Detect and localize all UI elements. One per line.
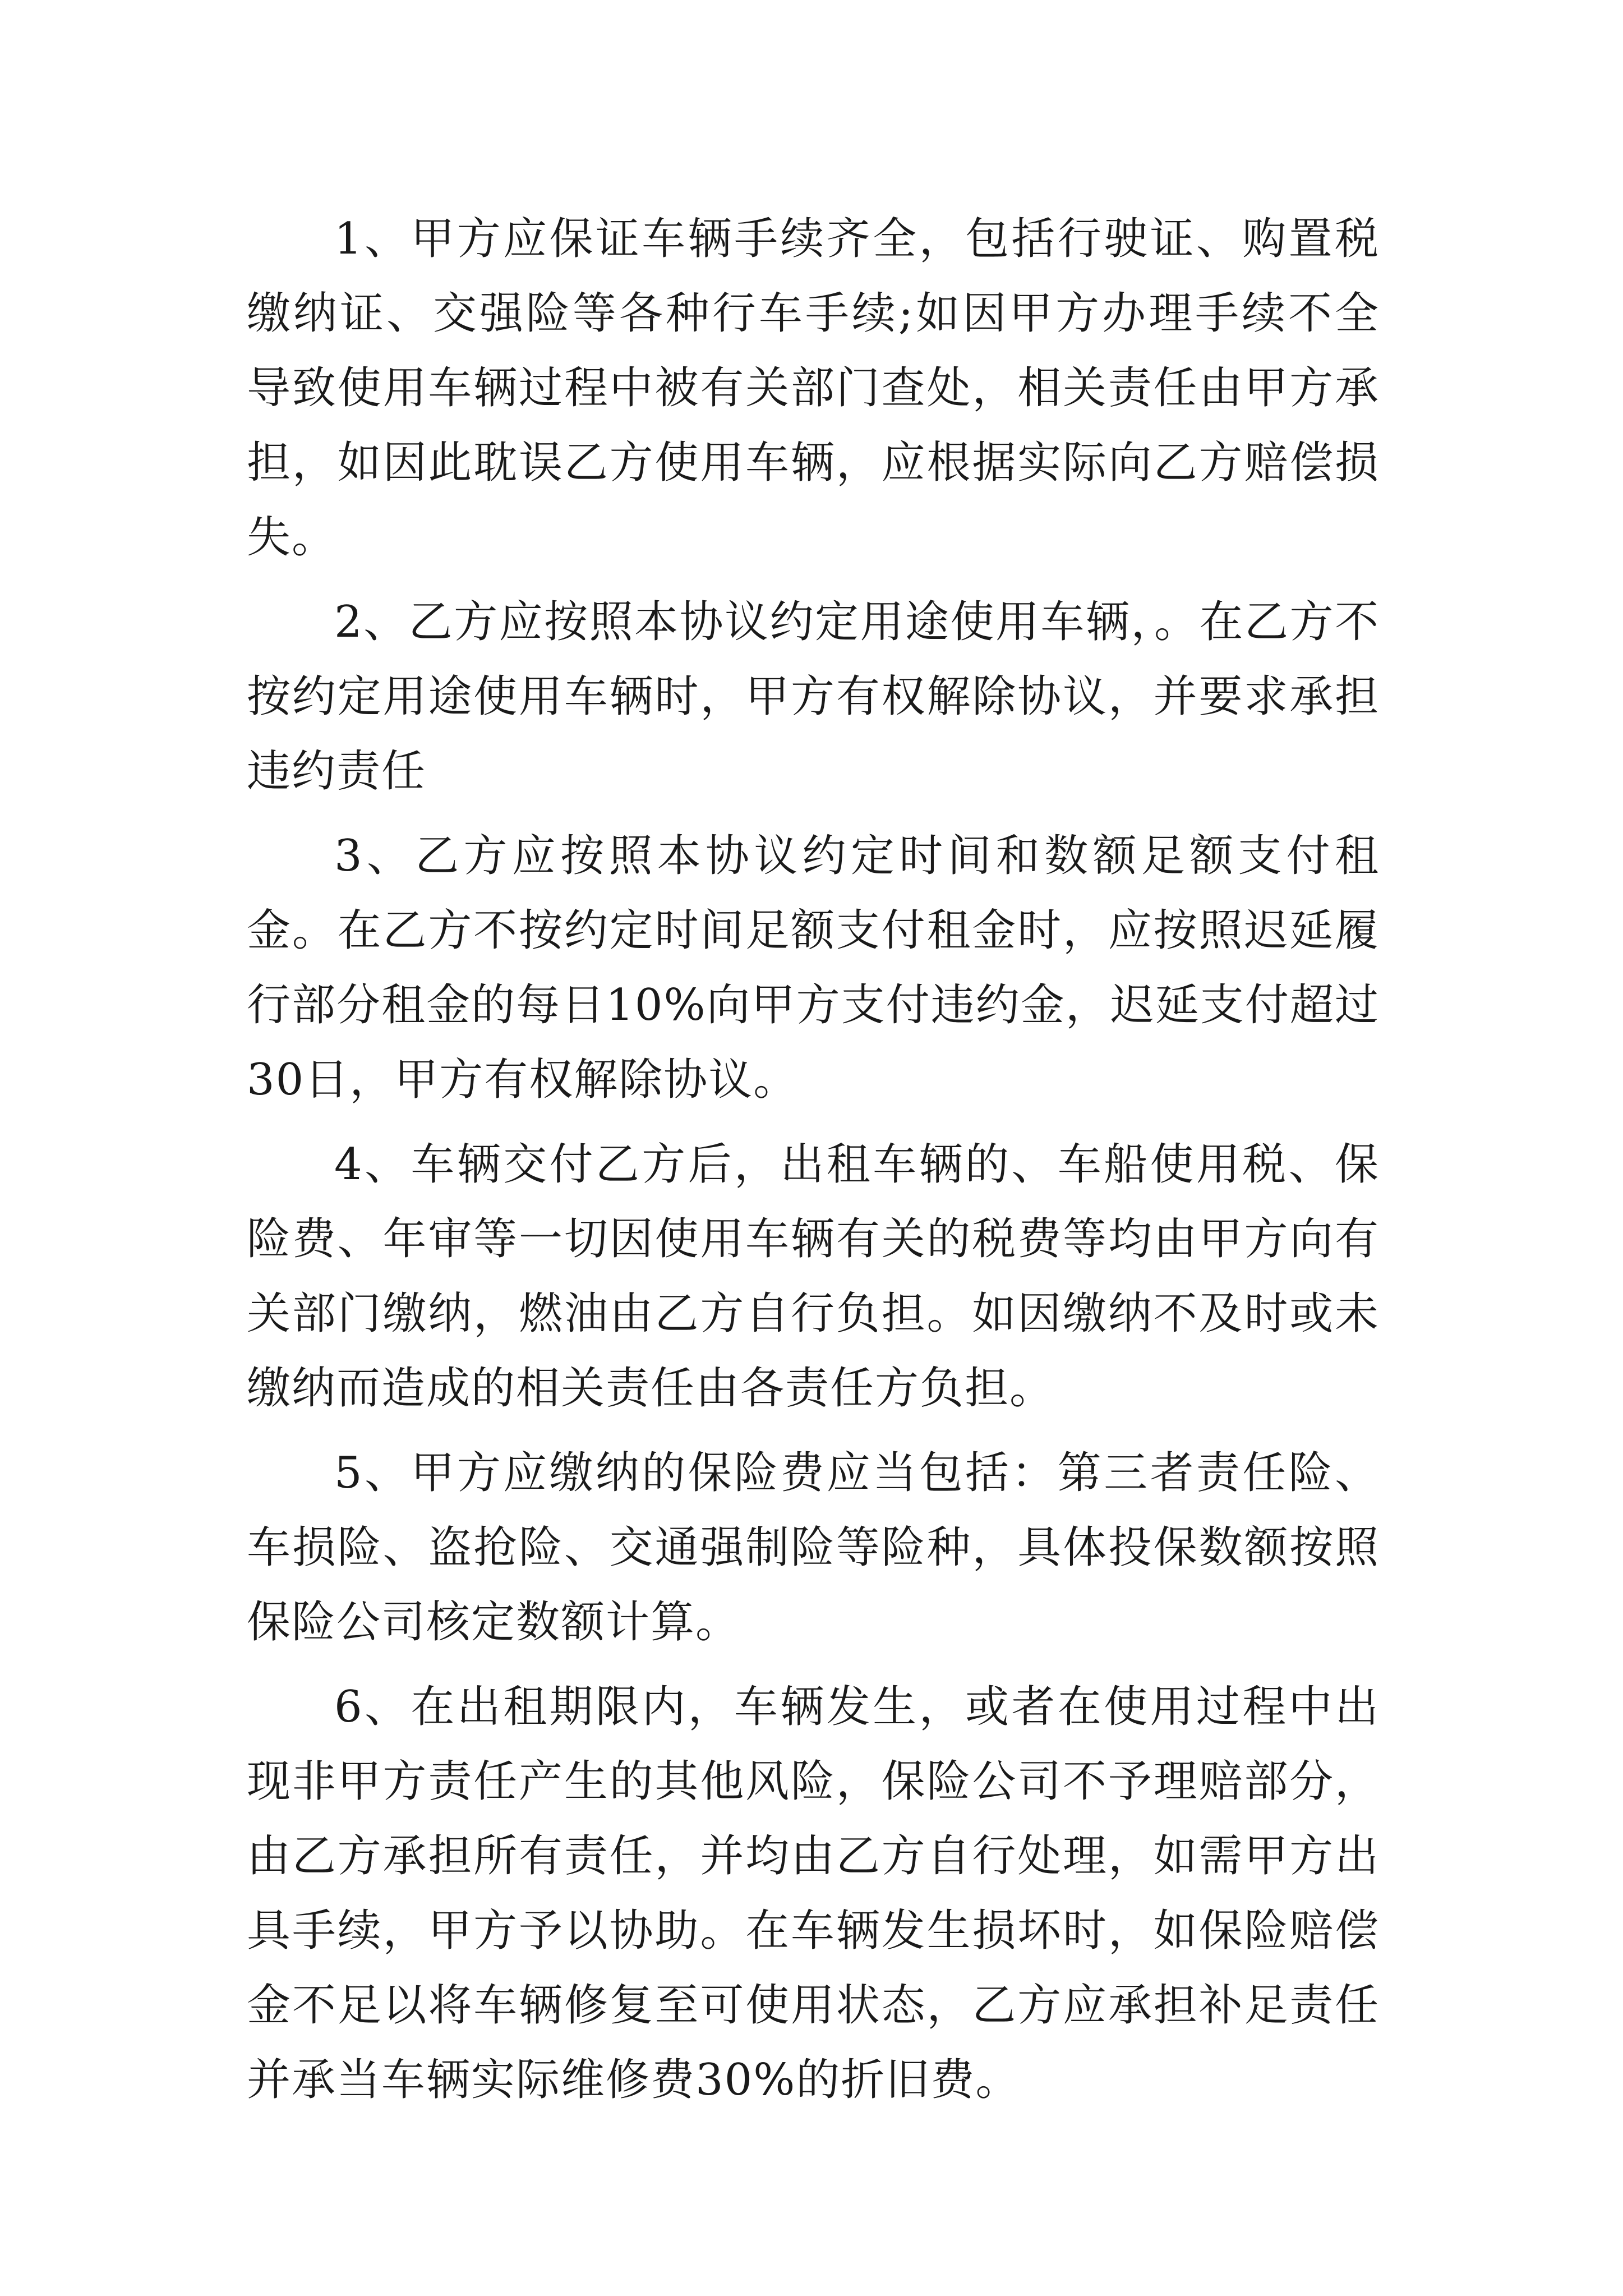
clause-1: 1、甲方应保证车辆手续齐全，包括行驶证、购置税缴纳证、交强险等各种行车手续;如因甲方办理手续不全导致使用车辆过程中被有关部门查处，相关责任由甲方承担，如因此耽误乙方使用车辆，应根据实际向乙方赔偿损失。 bbox=[247, 214, 1380, 563]
clause-2: 2、乙方应按照本协议约定用途使用车辆，。在乙方不按约定用途使用车辆时，甲方有权解除协议，并要求承担违约责任 bbox=[247, 597, 1380, 797]
clause-4: 4、车辆交付乙方后，出租车辆的、车船使用税、保险费、年审等一切因使用车辆有关的税费等均由甲方向有关部门缴纳，燃油由乙方自行负担。如因缴纳不及时或未缴纳而造成的相关责任由各责任方负担。 bbox=[247, 1139, 1380, 1414]
clause-6: 6、在出租期限内，车辆发生，或者在使用过程中出现非甲方责任产生的其他风险，保险公司不予理赔部分，由乙方承担所有责任，并均由乙方自行处理，如需甲方出具手续，甲方予以协助。在车辆发生损坏时，如保险赔偿金不足以将车辆修复至可使用状态，乙方应承担补足责任并承当车辆实际维修费30%的折旧费。 bbox=[247, 1682, 1380, 2105]
document-body bbox=[247, 202, 1380, 2128]
clause-3: 3、乙方应按照本协议约定时间和数额足额支付租金。在乙方不按约定时间足额支付租金时，应按照迟延履行部分租金的每日10%向甲方支付违约金，迟延支付超过30日，甲方有权解除协议。 bbox=[247, 831, 1380, 1105]
clause-5: 5、甲方应缴纳的保险费应当包括：第三者责任险、车损险、盗抢险、交通强制险等险种，具体投保数额按照保险公司核定数额计算。 bbox=[247, 1448, 1380, 1648]
